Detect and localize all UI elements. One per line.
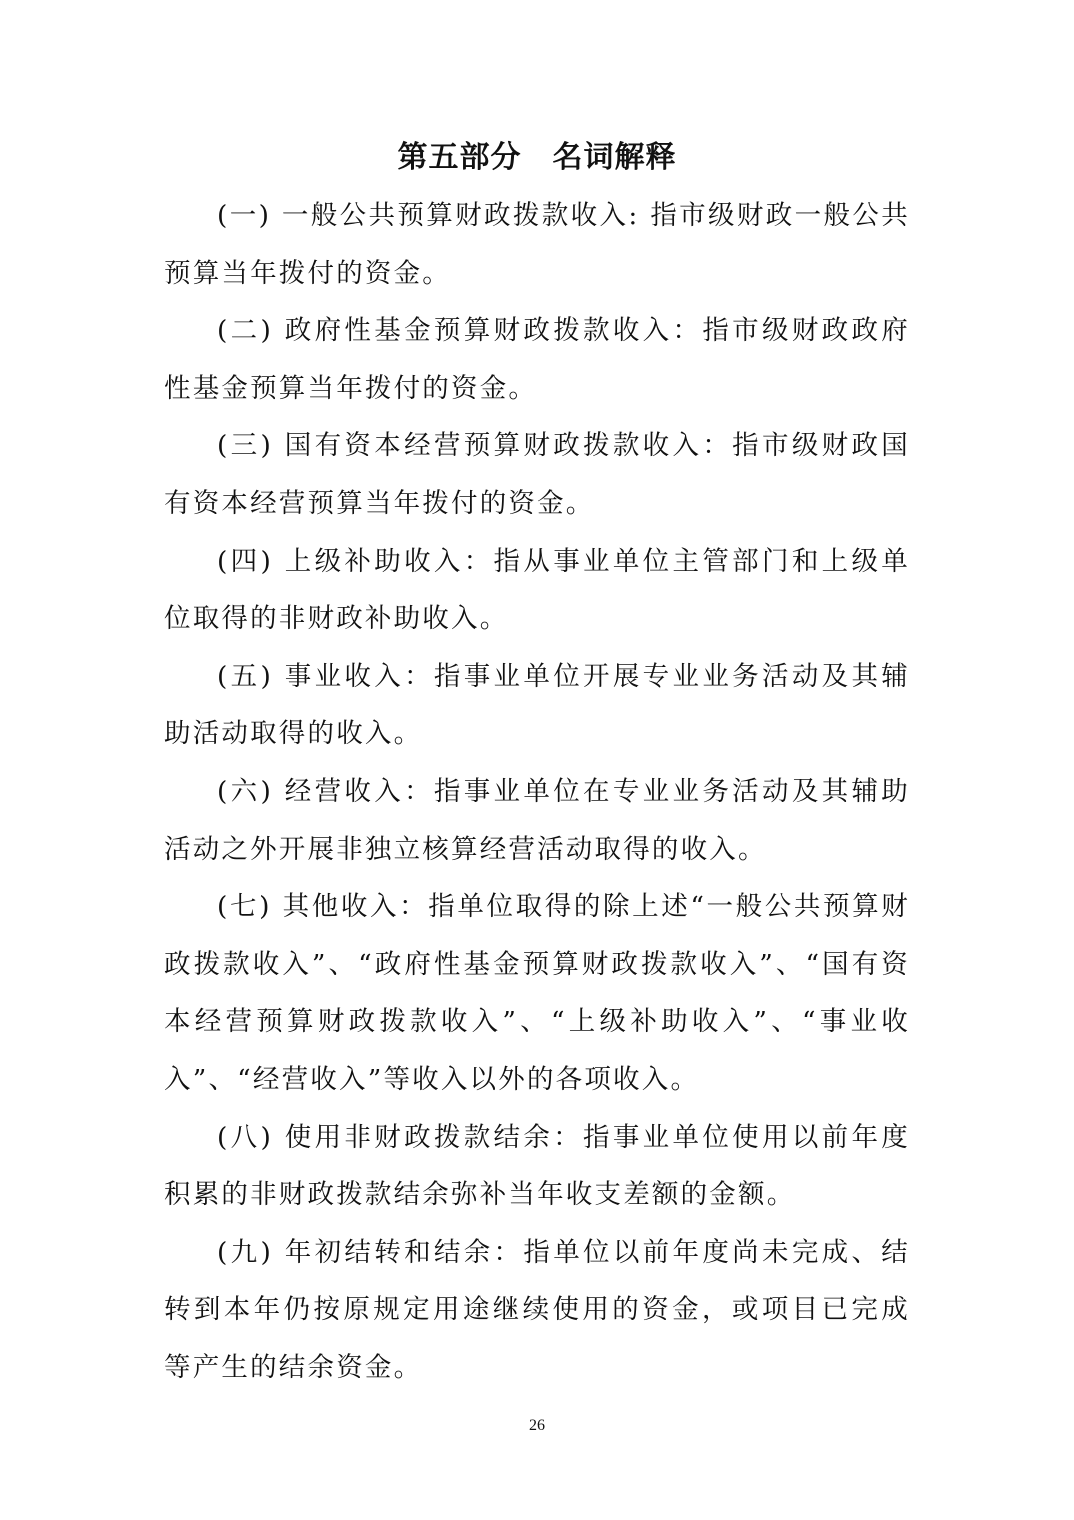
definition-paragraph-3: (三) 国有资本经营预算财政拨款收入：指市级财政国有资本经营预算当年拨付的资金。 bbox=[164, 430, 910, 519]
definition-paragraph-7: (七) 其他收入：指单位取得的除上述“一般公共预算财政拨款收入”、“政府性基金预算财政拨款收入”、“国有资本经营预算财政拨款收入”、“上级补助收入”、“事业收入”、“经营收入”等收入以外的各项收入。 bbox=[164, 891, 910, 1095]
definition-paragraph-9: (九) 年初结转和结余：指单位以前年度尚未完成、结转到本年仍按原规定用途继续使用的资金，或项目已完成等产生的结余资金。 bbox=[164, 1236, 910, 1383]
definition-paragraph-5: (五) 事业收入：指事业单位开展专业业务活动及其辅助活动取得的收入。 bbox=[164, 660, 910, 750]
definition-paragraph-1: (一) 一般公共预算财政拨款收入: 指市级财政一般公共预算当年拨付的资金。 bbox=[164, 200, 910, 289]
definition-paragraph-6: (六) 经营收入：指事业单位在专业业务活动及其辅助活动之外开展非独立核算经营活动取得的收入。 bbox=[164, 775, 910, 865]
page-number: 26 bbox=[529, 1417, 545, 1434]
definition-paragraph-8: (八) 使用非财政拨款结余：指事业单位使用以前年度积累的非财政拨款结余弥补当年收支差额的金额。 bbox=[164, 1121, 910, 1211]
definitions-body bbox=[164, 187, 910, 1396]
page-title: 第五部分 名词解释 bbox=[397, 140, 677, 175]
definition-paragraph-2: (二) 政府性基金预算财政拨款收入：指市级财政政府性基金预算当年拨付的资金。 bbox=[164, 315, 910, 404]
definition-paragraph-4: (四) 上级补助收入：指从事业单位主管部门和上级单位取得的非财政补助收入。 bbox=[164, 545, 910, 635]
